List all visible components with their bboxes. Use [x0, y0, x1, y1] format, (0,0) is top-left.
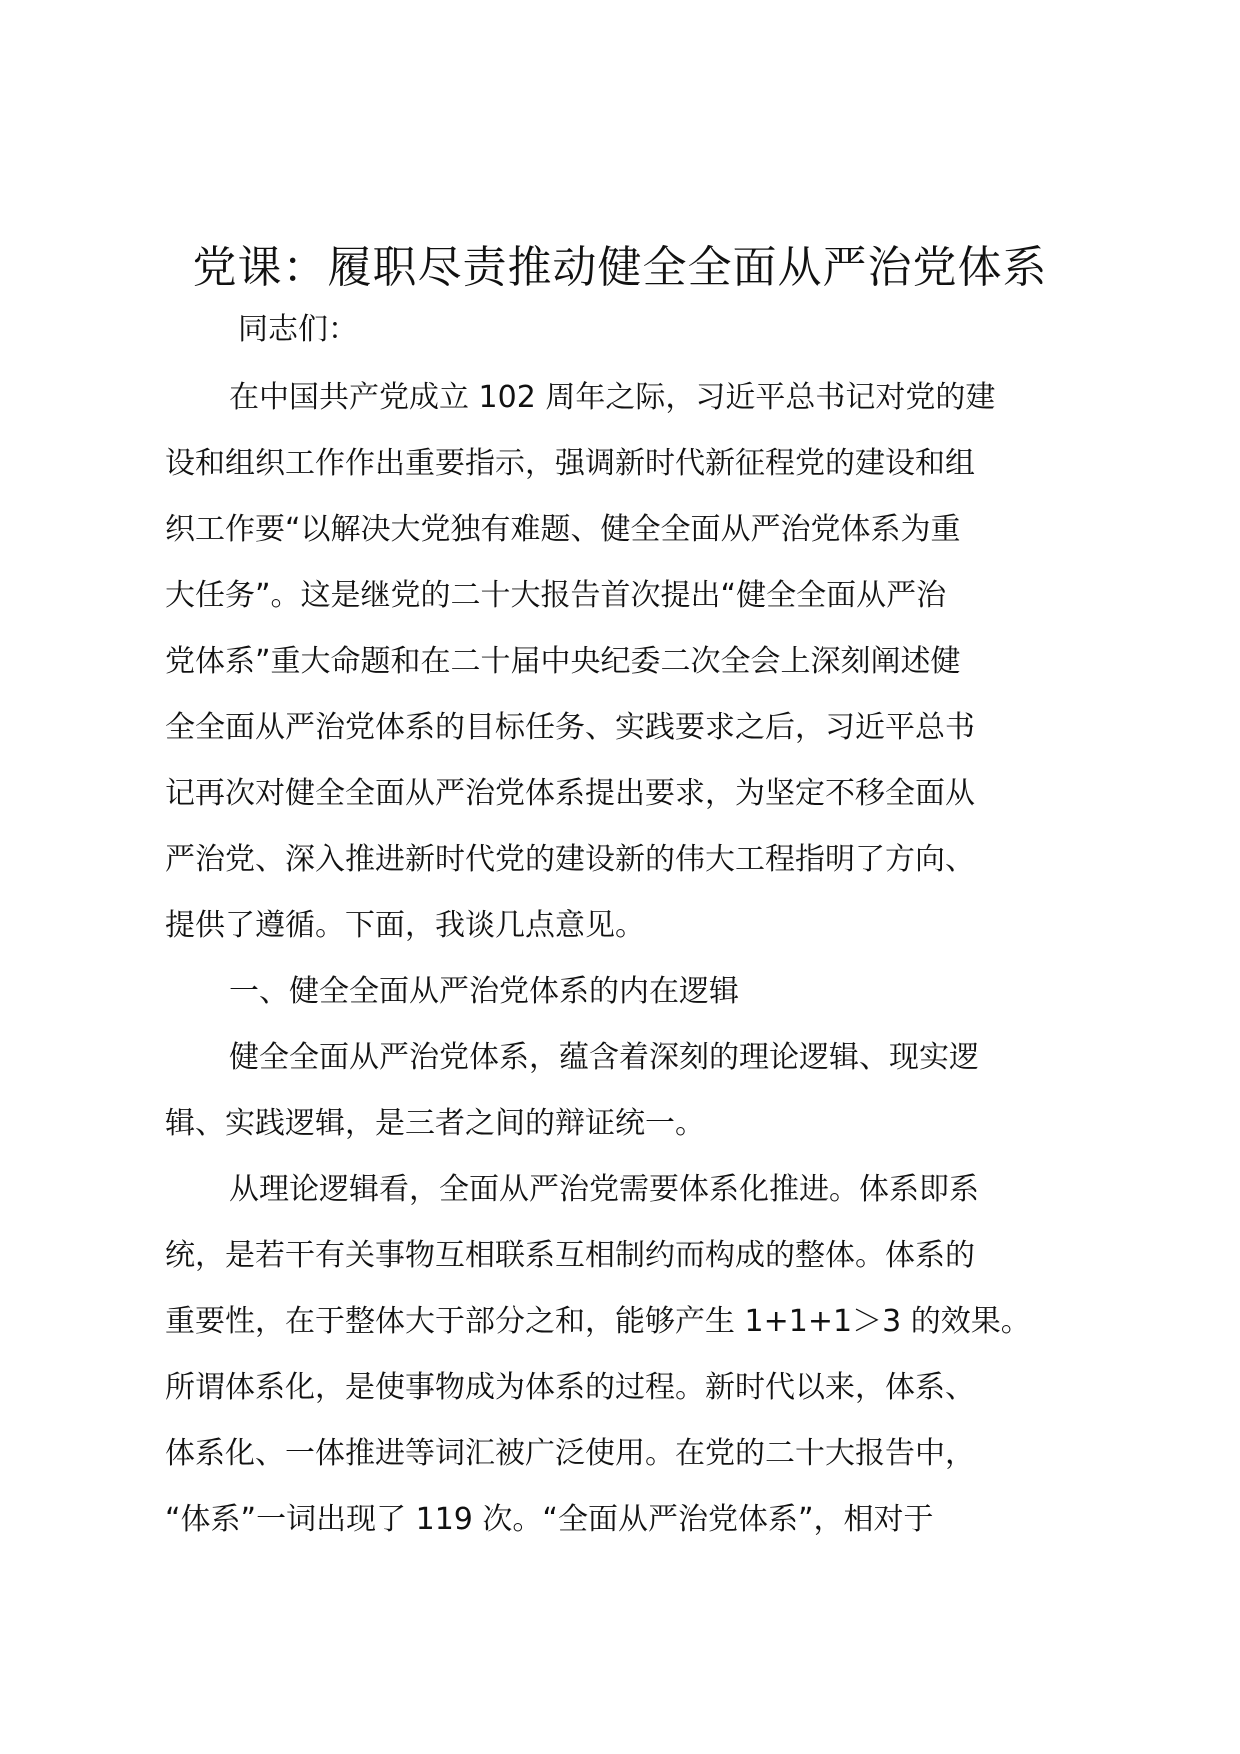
paragraph-line: 健全全面从严治党体系，蕴含着深刻的理论逻辑、现实逻	[229, 1040, 979, 1075]
paragraph-line: 设和组织工作作出重要指示，强调新时代新征程党的建设和组	[165, 446, 975, 481]
paragraph-line: 从理论逻辑看，全面从严治党需要体系化推进。体系即系	[229, 1172, 979, 1207]
paragraph-line: 织工作要“以解决大党独有难题、健全全面从严治党体系为重	[165, 512, 961, 547]
paragraph-line: 大任务”。这是继党的二十大报告首次提出“健全全面从严治	[165, 578, 947, 613]
paragraph-line: 严治党、深入推进新时代党的建设新的伟大工程指明了方向、	[165, 842, 975, 877]
paragraph-line: 体系化、一体推进等词汇被广泛使用。在党的二十大报告中，	[165, 1436, 975, 1471]
paragraph-line: 辑、实践逻辑，是三者之间的辩证统一。	[165, 1106, 705, 1141]
paragraph-line: 在中国共产党成立 102 周年之际，习近平总书记对党的建	[229, 380, 996, 415]
section-heading: 一、健全全面从严治党体系的内在逻辑	[229, 974, 739, 1009]
paragraph-line: 统，是若干有关事物互相联系互相制约而构成的整体。体系的	[165, 1238, 975, 1273]
salutation: 同志们：	[238, 312, 358, 347]
paragraph-line: 提供了遵循。下面，我谈几点意见。	[165, 908, 645, 943]
paragraph-line: 重要性，在于整体大于部分之和，能够产生 1+1+1＞3 的效果。	[165, 1304, 1031, 1339]
paragraph-line: 全全面从严治党体系的目标任务、实践要求之后，习近平总书	[165, 710, 975, 745]
paragraph-line: “体系”一词出现了 119 次。“全面从严治党体系”，相对于	[165, 1502, 934, 1537]
document-body	[165, 378, 1085, 1566]
paragraph-line: 记再次对健全全面从严治党体系提出要求，为坚定不移全面从	[165, 776, 975, 811]
paragraph-line: 党体系”重大命题和在二十届中央纪委二次全会上深刻阐述健	[165, 644, 961, 679]
document-title: 党课：履职尽责推动健全全面从严治党体系	[192, 242, 1048, 293]
paragraph-line: 所谓体系化，是使事物成为体系的过程。新时代以来，体系、	[165, 1370, 975, 1405]
